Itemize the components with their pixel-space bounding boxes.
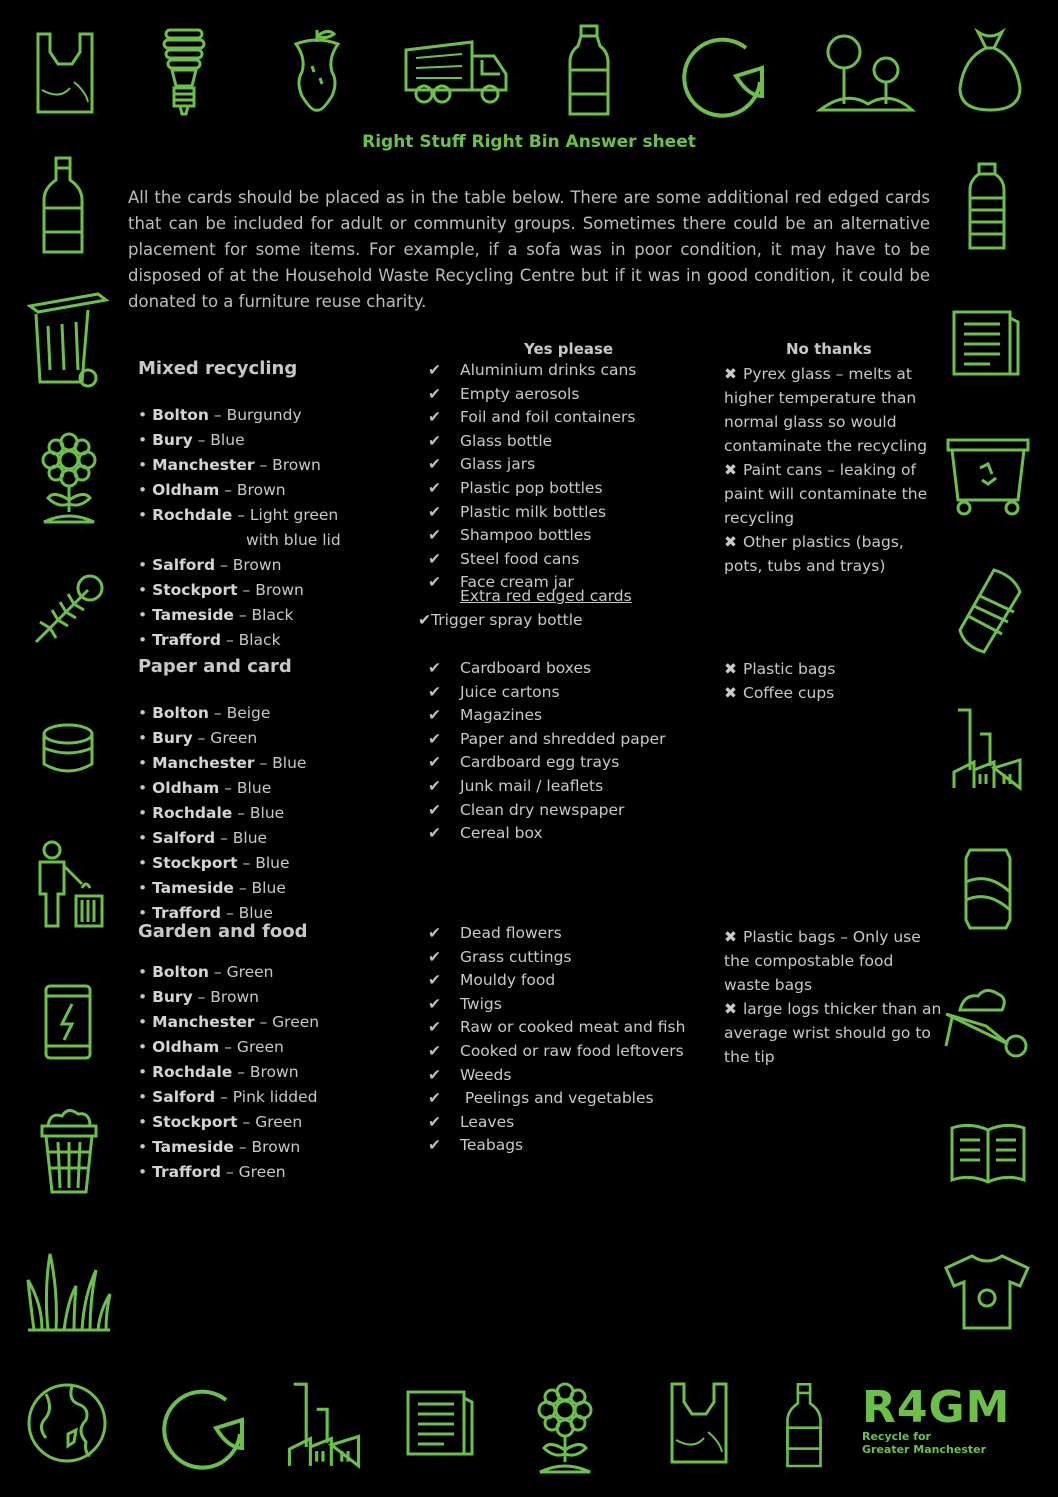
city-item: • Rochdale – Light green <box>138 506 339 524</box>
yes-item <box>428 383 636 407</box>
cross-icon: ✖ <box>724 461 737 479</box>
no-item-label: Plastic bags <box>743 660 836 678</box>
apple-core-icon <box>282 26 352 116</box>
no-column-heading: No thanks <box>786 340 872 358</box>
city-item: • Bolton – Burgundy <box>138 406 302 424</box>
yes-item <box>428 359 636 383</box>
city-item <box>138 528 341 553</box>
yes-item-label: Grass cuttings <box>460 947 572 966</box>
yes-item <box>428 969 685 993</box>
yes-item-label: Plastic pop bottles <box>460 478 603 497</box>
yes-item <box>428 1016 685 1040</box>
city-name: Rochdale <box>152 804 233 822</box>
r4gm-logo <box>862 1382 1011 1456</box>
yes-item-label: Glass jars <box>460 455 536 474</box>
logo-line-1: Recycle for <box>862 1430 931 1443</box>
city-item: • Manchester – Green <box>138 1013 320 1031</box>
bin-colour: – Beige <box>213 704 271 722</box>
check-icon: ✔ <box>428 824 441 843</box>
check-icon: ✔ <box>428 924 441 942</box>
bin-colour: – Black <box>238 606 294 624</box>
communal-bin-icon <box>944 436 1032 516</box>
bin-colour: – Black <box>225 631 281 649</box>
bin-colour: – Brown <box>259 456 321 474</box>
yes-column-heading: Yes please <box>524 340 614 358</box>
yes-item-label: Magazines <box>460 706 543 725</box>
yes-item <box>428 657 665 681</box>
check-icon: ✔ <box>428 1136 441 1155</box>
city-name: Rochdale <box>152 1063 233 1081</box>
check-icon: ✔ <box>428 971 441 990</box>
yes-item <box>428 548 636 572</box>
yes-item-label: Junk mail / leaflets <box>460 776 604 795</box>
city-list-paper <box>138 701 306 926</box>
yes-item-label: Aluminium drinks cans <box>460 361 637 379</box>
yes-item <box>428 946 685 970</box>
yes-item-label: Cardboard boxes <box>460 659 592 677</box>
no-item <box>724 458 944 530</box>
city-item: • Rochdale – Blue <box>138 804 285 822</box>
yes-item-label: Cardboard egg trays <box>460 753 620 772</box>
city-item: • Oldham – Blue <box>138 779 272 797</box>
flower-icon <box>34 432 104 526</box>
yes-item-label: Weeds <box>460 1065 512 1084</box>
yes-item <box>428 799 665 823</box>
yes-item-label: Teabags <box>460 1136 524 1155</box>
newspaper-icon <box>950 308 1024 378</box>
check-icon: ✔ <box>428 1112 441 1131</box>
book-icon <box>948 1122 1028 1186</box>
check-icon: ✔ <box>428 1041 441 1060</box>
city-item: • Manchester – Blue <box>138 754 307 772</box>
yes-item-label: Face cream jar <box>460 573 574 592</box>
extra-cards-label: Extra red edged cards <box>460 587 632 605</box>
cross-icon: ✖ <box>724 928 737 946</box>
bin-colour: – Blue <box>238 879 286 897</box>
yes-item <box>428 1040 685 1064</box>
city-item: • Trafford – Black <box>138 631 281 649</box>
yes-item-label: Glass bottle <box>460 431 553 450</box>
yes-item-label: Twigs <box>460 994 502 1013</box>
city-name: Stockport <box>152 581 238 599</box>
drink-bottle-icon <box>784 1382 824 1470</box>
section-heading-garden: Garden and food <box>138 921 308 942</box>
yes-item-label: Cereal box <box>460 824 543 843</box>
yes-list-paper <box>428 657 665 846</box>
rubbish-sack-icon <box>954 28 1026 114</box>
city-name: Bury <box>152 431 193 449</box>
city-item: • Stockport – Brown <box>138 581 304 599</box>
yes-item <box>428 524 636 548</box>
wheelie-bin-icon <box>26 290 110 390</box>
yes-item <box>428 728 665 752</box>
yes-item <box>428 681 665 705</box>
carrier-bag-icon <box>664 1380 734 1466</box>
bin-colour: – Blue <box>220 829 268 847</box>
check-icon: ✔ <box>428 994 441 1013</box>
yes-item-label: Foil and foil containers <box>460 408 636 427</box>
check-icon: ✔ <box>428 659 441 677</box>
city-name: Stockport <box>152 854 238 872</box>
check-icon: ✔ <box>428 1018 441 1037</box>
yes-item-label: Shampoo bottles <box>460 526 592 545</box>
no-list-garden <box>724 925 944 1069</box>
no-item-label: Pyrex glass – melts at higher temperature than normal glass so would contaminate the recycling <box>724 365 928 455</box>
recycle-arrow-icon <box>676 28 770 118</box>
cross-icon: ✖ <box>724 533 737 551</box>
city-name: Trafford <box>152 1163 221 1181</box>
globe-icon <box>24 1380 110 1466</box>
can-icon <box>954 566 1026 658</box>
yes-item <box>428 1087 685 1111</box>
no-item <box>724 925 944 997</box>
factory-icon <box>950 706 1024 792</box>
city-name: Bolton <box>152 406 209 424</box>
yes-list-garden <box>428 922 685 1158</box>
city-name: Oldham <box>152 1038 220 1056</box>
check-icon: ✔ <box>428 526 441 545</box>
no-item-label: Coffee cups <box>743 684 835 702</box>
yes-item <box>428 406 636 430</box>
check-icon: ✔ <box>428 573 441 592</box>
bin-colour: – Brown <box>238 1138 301 1156</box>
light-bulb-icon <box>156 26 212 118</box>
bin-colour: – Green <box>197 729 258 747</box>
factory-icon <box>284 1380 364 1470</box>
trees-icon <box>816 30 916 116</box>
yes-item-label: Empty aerosols <box>460 384 580 403</box>
logo-mark: R4GM <box>862 1382 1011 1433</box>
section-heading-paper: Paper and card <box>138 656 292 677</box>
city-name: Bury <box>152 988 193 1006</box>
city-item: • Bury – Blue <box>138 431 245 449</box>
yes-item-label: Mouldy food <box>460 971 556 990</box>
bin-colour: – Green <box>213 963 274 981</box>
city-name: Bury <box>152 729 193 747</box>
city-name: Bolton <box>152 704 209 722</box>
yes-item-label: Dead flowers <box>460 924 562 942</box>
city-name: Salford <box>152 1088 216 1106</box>
no-list-mixed <box>724 362 944 578</box>
bin-colour: – Blue <box>259 754 307 772</box>
check-icon: ✔ <box>428 947 441 966</box>
city-name: Trafford <box>152 631 221 649</box>
city-name: Tameside <box>152 1138 234 1156</box>
city-name: Salford <box>152 556 216 574</box>
yes-item <box>428 751 665 775</box>
city-name: Salford <box>152 829 216 847</box>
bin-colour: – Brown <box>224 481 286 499</box>
bin-colour: with blue lid <box>246 531 341 549</box>
drink-bottle-icon <box>40 156 86 256</box>
yes-item-label: Paper and shredded paper <box>460 729 666 748</box>
no-item <box>724 997 944 1069</box>
bin-colour: – Blue <box>237 804 285 822</box>
yes-item <box>428 1111 685 1135</box>
logo-line-2: Greater Manchester <box>862 1443 987 1456</box>
city-item: • Trafford – Green <box>138 1163 286 1181</box>
check-icon: ✔ <box>428 682 441 701</box>
tin-icon <box>40 722 96 776</box>
no-item-label: Other plastics (bags, pots, tubs and trays) <box>724 533 904 575</box>
city-name: Tameside <box>152 879 234 897</box>
check-icon: ✔ <box>428 800 441 819</box>
no-item <box>724 657 944 681</box>
fish-bone-icon <box>30 572 106 648</box>
city-item: • Tameside – Brown <box>138 1138 301 1156</box>
bin-colour: – Green <box>259 1013 320 1031</box>
city-name: Rochdale <box>152 506 233 524</box>
city-item: • Bury – Green <box>138 729 258 747</box>
no-item <box>724 530 944 578</box>
intro-paragraph: All the cards should be placed as in the table below. There are some additional red edged cards that can be included for adult or community groups. Sometimes there could be an alternative placement for some items. For example, if a sofa was in poor condition, it may have to be disposed of at the Household Waste Recycling Centre but if it was in good condition, it could be donated to a furniture reuse charity. <box>128 188 930 311</box>
city-name: Stockport <box>152 1113 238 1131</box>
yes-item <box>428 1064 685 1088</box>
check-icon: ✔ <box>428 706 441 725</box>
city-item: • Stockport – Green <box>138 1113 303 1131</box>
city-name: Bolton <box>152 963 209 981</box>
city-item: • Trafford – Blue <box>138 904 273 922</box>
basket-icon <box>38 1106 100 1196</box>
yes-item <box>428 822 665 846</box>
drinks-can-icon <box>962 842 1014 932</box>
city-item: • Tameside – Blue <box>138 879 286 897</box>
yes-item <box>428 1134 685 1158</box>
bin-colour: – Burgundy <box>213 406 302 424</box>
yes-item-label: Raw or cooked meat and fish <box>460 1018 686 1037</box>
t-shirt-icon <box>944 1252 1030 1332</box>
yes-item <box>428 775 665 799</box>
yes-item <box>428 993 685 1017</box>
no-item <box>724 362 944 458</box>
check-icon: ✔ <box>428 361 441 379</box>
yes-item-label: Cooked or raw food leftovers <box>460 1041 684 1060</box>
cross-icon: ✖ <box>724 684 737 702</box>
city-item: • Salford – Brown <box>138 556 282 574</box>
yes-item-label: Peelings and vegetables <box>460 1089 654 1108</box>
yes-item-label: Plastic milk bottles <box>460 502 607 521</box>
carrier-bag-icon <box>30 30 100 116</box>
yes-item-label: Steel food cans <box>460 549 580 568</box>
city-item: • Stockport – Blue <box>138 854 290 872</box>
city-item: • Bolton – Green <box>138 963 274 981</box>
check-icon: ✔ <box>428 729 441 748</box>
city-name: Trafford <box>152 904 221 922</box>
city-name: Manchester <box>152 456 255 474</box>
yes-item <box>428 430 636 454</box>
check-icon: ✔ <box>428 753 441 772</box>
mobile-phone-icon <box>42 982 94 1062</box>
city-name: Oldham <box>152 779 220 797</box>
yes-item <box>428 477 636 501</box>
check-icon: ✔ <box>428 549 441 568</box>
section-heading-mixed: Mixed recycling <box>138 358 298 379</box>
check-icon: ✔ <box>428 408 441 427</box>
yes-item <box>428 501 636 525</box>
no-item-label: large logs thicker than an average wrist should go to the tip <box>724 1000 942 1066</box>
bin-colour: – Green <box>242 1113 303 1131</box>
plastic-bottle-icon <box>566 24 612 120</box>
cross-icon: ✖ <box>724 365 737 383</box>
refuse-truck-icon <box>402 38 510 108</box>
city-name: Manchester <box>152 754 255 772</box>
city-item: • Oldham – Brown <box>138 481 286 499</box>
bin-colour: – Brown <box>242 581 304 599</box>
yes-item-label: Clean dry newspaper <box>460 800 625 819</box>
city-item: • Manchester – Brown <box>138 456 321 474</box>
bin-colour: – Brown <box>197 988 259 1006</box>
bin-colour: – Blue <box>197 431 245 449</box>
bin-colour: – Pink lidded <box>220 1088 318 1106</box>
bin-colour: – Blue <box>242 854 290 872</box>
yes-item <box>428 704 665 728</box>
bin-colour: – Light green <box>237 506 339 524</box>
bin-colour: – Green <box>224 1038 284 1056</box>
yes-list-mixed <box>428 359 636 595</box>
bin-colour: – Blue <box>225 904 273 922</box>
city-name: Oldham <box>152 481 220 499</box>
city-item: • Oldham – Green <box>138 1038 284 1056</box>
check-icon: ✔ <box>428 776 441 795</box>
check-icon: ✔ <box>428 1065 441 1084</box>
yes-item-label: Juice cartons <box>460 682 560 701</box>
water-bottle-icon <box>964 162 1010 252</box>
person-with-bin-icon <box>30 840 106 930</box>
page-title: Right Stuff Right Bin Answer sheet <box>362 132 696 152</box>
city-item: • Tameside – Black <box>138 606 294 624</box>
city-name: Tameside <box>152 606 234 624</box>
city-item: • Bury – Brown <box>138 988 259 1006</box>
no-item-label: Plastic bags – Only use the compostable food waste bags <box>724 928 921 994</box>
newspaper-icon <box>404 1388 478 1458</box>
cross-icon: ✖ <box>724 1000 737 1018</box>
city-list-mixed <box>138 403 341 653</box>
bin-colour: – Brown <box>220 556 282 574</box>
yes-item <box>428 453 636 477</box>
check-icon: ✔ <box>428 455 441 474</box>
yes-item <box>428 922 685 946</box>
check-icon: ✔ <box>428 1089 441 1108</box>
grass-icon <box>24 1250 114 1334</box>
check-icon: ✔ <box>428 502 441 521</box>
yes-item-label: Leaves <box>460 1112 515 1131</box>
check-icon: ✔ <box>428 478 441 497</box>
bin-colour: – Brown <box>237 1063 299 1081</box>
city-name: Manchester <box>152 1013 255 1031</box>
extra-card-item: ✔Trigger spray bottle <box>418 611 583 629</box>
city-item: • Salford – Pink lidded <box>138 1088 318 1106</box>
cross-icon: ✖ <box>724 660 737 678</box>
recycle-arrow-icon <box>156 1380 250 1470</box>
city-item: • Salford – Blue <box>138 829 268 847</box>
no-item-label: Paint cans – leaking of paint will contaminate the recycling <box>724 461 928 527</box>
bin-colour: – Green <box>225 1163 286 1181</box>
no-list-paper <box>724 657 944 705</box>
no-item <box>724 681 944 705</box>
wheelbarrow-icon <box>942 986 1034 1060</box>
city-list-garden <box>138 960 319 1185</box>
city-item: • Bolton – Beige <box>138 704 271 722</box>
bin-colour: – Blue <box>224 779 272 797</box>
flower-icon <box>530 1382 600 1476</box>
check-icon: ✔ <box>428 384 441 403</box>
city-item: • Rochdale – Brown <box>138 1063 299 1081</box>
check-icon: ✔ <box>428 431 441 450</box>
